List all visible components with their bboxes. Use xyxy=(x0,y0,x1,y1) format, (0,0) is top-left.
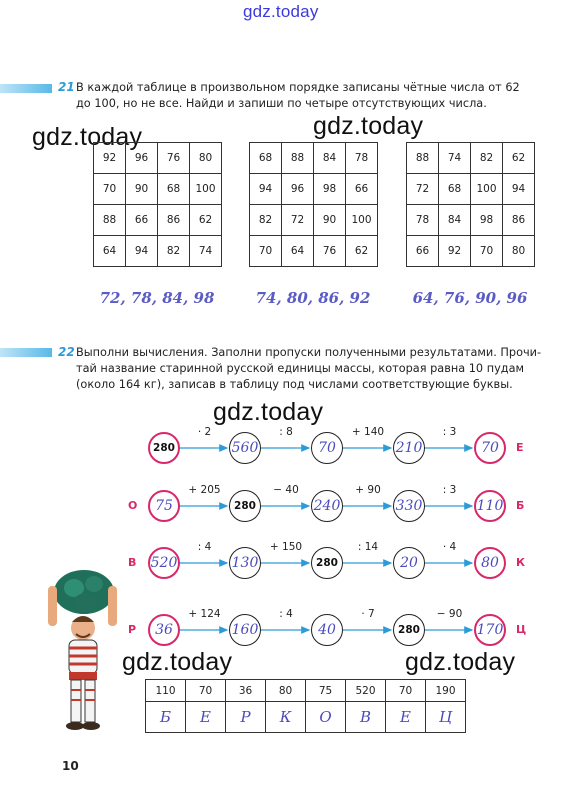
table-cell: 82 xyxy=(471,143,503,174)
answer-text: 64, 76, 90, 96 xyxy=(412,289,528,307)
watermark: gdz.today xyxy=(313,112,424,140)
result-circle: 110 xyxy=(474,490,506,522)
task-text-line: (около 164 кг), записав в таблицу под числами соответствующие буквы. xyxy=(76,378,513,391)
chain-letter-right: Е xyxy=(516,441,524,454)
table-cell: 68 xyxy=(250,143,282,174)
result-circle: 20 xyxy=(393,547,425,579)
answer-number-cell: 110 xyxy=(146,680,186,702)
table-cell: 70 xyxy=(471,236,503,267)
chain-letter-right: Ц xyxy=(516,623,527,636)
table-cell: 72 xyxy=(282,205,314,236)
table-cell: 66 xyxy=(126,205,158,236)
answer-number-cell: 75 xyxy=(306,680,346,702)
watermark: gdz.today xyxy=(32,123,143,151)
result-circle: 560 xyxy=(229,432,261,464)
answer-letter-cell: К xyxy=(266,702,306,733)
table-cell: 94 xyxy=(126,236,158,267)
answer-letter-cell: В xyxy=(346,702,386,733)
answer-table xyxy=(145,679,466,733)
table-cell: 88 xyxy=(282,143,314,174)
chain-letter-left: Р xyxy=(128,623,137,636)
table-cell: 68 xyxy=(158,174,190,205)
result-circle: 170 xyxy=(474,614,506,646)
result-circle: 520 xyxy=(148,547,180,579)
operation-label: : 14 xyxy=(357,541,379,553)
table-cell: 64 xyxy=(282,236,314,267)
result-circle: 70 xyxy=(474,432,506,464)
strongman-illustration xyxy=(42,566,122,741)
table-cell: 98 xyxy=(314,174,346,205)
table-cell: 94 xyxy=(503,174,535,205)
operation-label: : 3 xyxy=(442,426,457,438)
result-circle: 330 xyxy=(393,490,425,522)
operation-label: + 90 xyxy=(355,484,381,496)
table-cell: 82 xyxy=(158,236,190,267)
given-value-circle: 280 xyxy=(229,490,261,522)
given-value-circle: 280 xyxy=(148,432,180,464)
task-text-line: В каждой таблице в произвольном порядке записаны чётные числа от 62 xyxy=(76,81,520,94)
operation-label: + 150 xyxy=(269,541,303,553)
operation-label: · 7 xyxy=(361,608,375,620)
answer-letter-cell: О xyxy=(306,702,346,733)
table-cell: 100 xyxy=(346,205,378,236)
table-cell: 90 xyxy=(126,174,158,205)
table-cell: 86 xyxy=(503,205,535,236)
answer-text: 72, 78, 84, 98 xyxy=(99,289,215,307)
table-cell: 92 xyxy=(94,143,126,174)
operation-label: · 2 xyxy=(197,426,212,438)
chain-letter-left: О xyxy=(128,499,138,512)
operation-label: : 3 xyxy=(442,484,457,496)
answer-table-numbers-row xyxy=(146,680,466,702)
answer-number-cell: 520 xyxy=(346,680,386,702)
operation-label: + 205 xyxy=(188,484,221,496)
chain-letter-left: В xyxy=(128,556,137,569)
operation-label: : 8 xyxy=(279,426,293,438)
table-cell: 88 xyxy=(94,205,126,236)
answer-number-cell: 190 xyxy=(426,680,466,702)
watermark-top: gdz.today xyxy=(243,2,319,21)
answer-letter-cell: Ц xyxy=(426,702,466,733)
table-cell: 76 xyxy=(314,236,346,267)
answer-letter-cell: Е xyxy=(186,702,226,733)
result-circle: 75 xyxy=(148,490,180,522)
table-cell: 70 xyxy=(94,174,126,205)
operation-label: : 4 xyxy=(197,541,212,553)
result-circle: 40 xyxy=(311,614,343,646)
table-cell: 66 xyxy=(346,174,378,205)
table-cell: 70 xyxy=(250,236,282,267)
given-value-circle: 280 xyxy=(393,614,425,646)
table-cell: 96 xyxy=(282,174,314,205)
table-cell: 72 xyxy=(407,174,439,205)
table-cell: 92 xyxy=(439,236,471,267)
task-text-line: Выполни вычисления. Заполни пропуски полученными результатами. Прочи- xyxy=(76,346,542,359)
answer-text: 74, 80, 86, 92 xyxy=(255,289,371,307)
table-cell: 62 xyxy=(190,205,222,236)
operation-label: · 4 xyxy=(442,541,457,553)
table-cell: 66 xyxy=(407,236,439,267)
page-number: 10 xyxy=(62,759,79,773)
table-cell: 76 xyxy=(158,143,190,174)
table-cell: 78 xyxy=(346,143,378,174)
table-cell: 94 xyxy=(250,174,282,205)
table-cell: 82 xyxy=(250,205,282,236)
result-circle: 36 xyxy=(148,614,180,646)
table-cell: 74 xyxy=(190,236,222,267)
table-cell: 100 xyxy=(471,174,503,205)
table-cell: 68 xyxy=(439,174,471,205)
table-cell: 88 xyxy=(407,143,439,174)
answer-table-letters-row xyxy=(146,702,466,733)
watermark: gdz.today xyxy=(122,648,233,676)
table-cell: 80 xyxy=(503,236,535,267)
operation-label: + 124 xyxy=(188,608,221,620)
table-cell: 62 xyxy=(503,143,535,174)
task-text-line: до 100, но не все. Найди и запиши по четыре отсутствующих числа. xyxy=(76,97,487,110)
result-circle: 160 xyxy=(229,614,261,646)
table-cell: 90 xyxy=(314,205,346,236)
chain-letter-right: Б xyxy=(516,499,525,512)
task-number: 21 xyxy=(58,80,75,94)
watermark: gdz.today xyxy=(213,398,324,426)
table-cell: 78 xyxy=(407,205,439,236)
task-number: 22 xyxy=(58,345,75,359)
result-circle: 70 xyxy=(311,432,343,464)
result-circle: 130 xyxy=(229,547,261,579)
table-cell: 84 xyxy=(314,143,346,174)
table-cell: 80 xyxy=(190,143,222,174)
operation-label: − 90 xyxy=(436,608,463,620)
answer-letter-cell: Е xyxy=(386,702,426,733)
result-circle: 210 xyxy=(393,432,425,464)
table-cell: 98 xyxy=(471,205,503,236)
task-text-line: тай название старинной русской единицы массы, которая равна 10 пудам xyxy=(76,362,525,375)
table-cell: 100 xyxy=(190,174,222,205)
table-cell: 64 xyxy=(94,236,126,267)
chain-letter-right: К xyxy=(516,556,525,569)
watermark: gdz.today xyxy=(405,648,516,676)
answer-number-cell: 70 xyxy=(186,680,226,702)
table-cell: 62 xyxy=(346,236,378,267)
table-cell: 86 xyxy=(158,205,190,236)
operation-label: : 4 xyxy=(279,608,293,620)
answer-number-cell: 70 xyxy=(386,680,426,702)
given-value-circle: 280 xyxy=(311,547,343,579)
result-circle: 80 xyxy=(474,547,506,579)
answer-letter-cell: Б xyxy=(146,702,186,733)
operation-label: + 140 xyxy=(351,426,385,438)
result-circle: 240 xyxy=(311,490,343,522)
table-cell: 84 xyxy=(439,205,471,236)
answer-letter-cell: Р xyxy=(226,702,266,733)
answer-number-cell: 36 xyxy=(226,680,266,702)
table-cell: 74 xyxy=(439,143,471,174)
table-cell: 96 xyxy=(126,143,158,174)
operation-label: − 40 xyxy=(273,484,299,496)
answer-number-cell: 80 xyxy=(266,680,306,702)
